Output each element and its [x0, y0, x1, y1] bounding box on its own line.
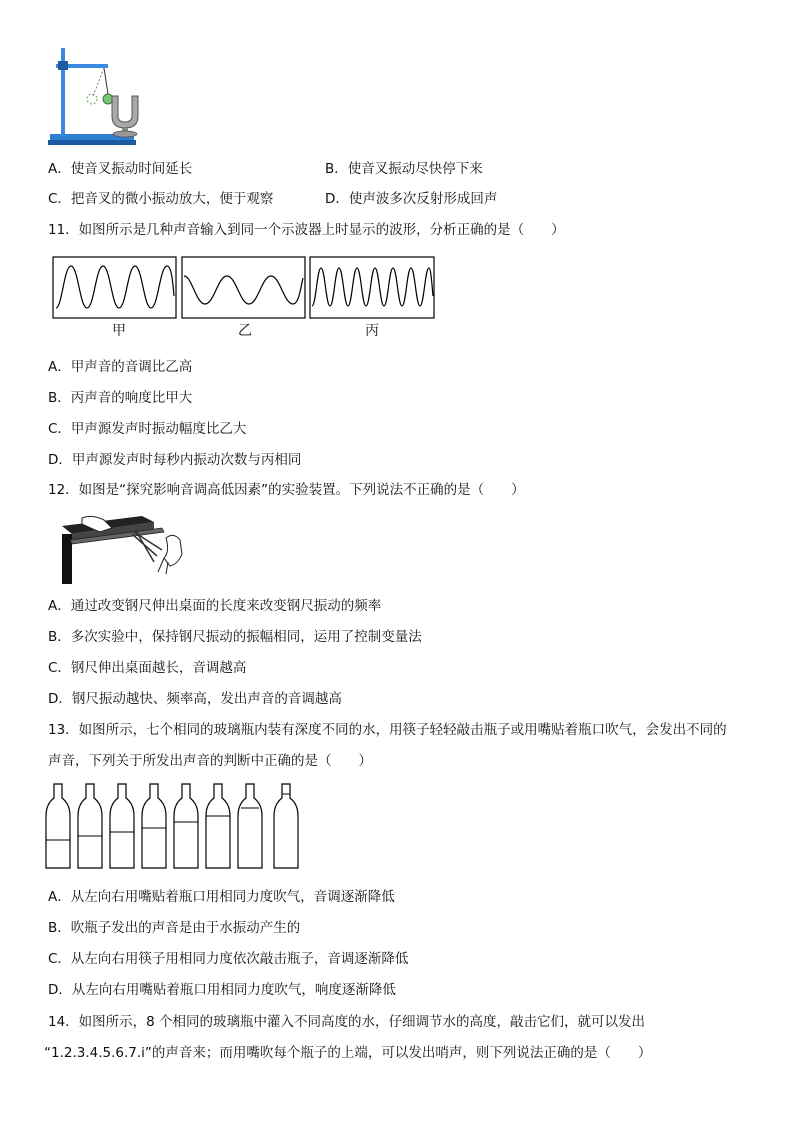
q13-option-c: C．从左向右用筷子用相同力度依次敲击瓶子，音调逐渐降低: [48, 951, 409, 967]
waveform-figure: [52, 256, 437, 320]
q14-stem-line2: “1.2.3.4.5.6.7.i”的声音来；而用嘴吹每个瓶子的上端，可以发出哨声，则下列说法正确的是（ ）: [44, 1045, 652, 1061]
q10-option-c: C．把音叉的微小振动放大，便于观察: [48, 191, 274, 207]
q11-option-d: D．甲声源发声时每秒内振动次数与丙相同: [48, 452, 302, 468]
bottle: [46, 784, 70, 868]
q14-stem-line1: 14．如图所示，8 个相同的玻璃瓶中灌入不同高度的水，仔细调节水的高度，敲击它们，就可以发出: [48, 1014, 646, 1030]
q12-option-b: B．多次实验中，保持钢尺振动的振幅相同，运用了控制变量法: [48, 629, 422, 645]
bottle: [142, 784, 166, 868]
tuning-fork-figure: [46, 44, 146, 146]
q13-option-a: A．从左向右用嘴贴着瓶口用相同力度吹气，音调逐渐降低: [48, 889, 395, 905]
tuning-fork: [112, 96, 138, 128]
caption-jia: 甲: [112, 323, 126, 339]
q11-option-c: C．甲声源发声时振动幅度比乙大: [48, 421, 247, 437]
q13-option-b: B．吹瓶子发出的声音是由于水振动产生的: [48, 920, 301, 936]
q13-option-d: D．从左向右用嘴贴着瓶口用相同力度吹气，响度逐渐降低: [48, 982, 396, 998]
bottle: [110, 784, 134, 868]
steel-ruler-figure: [62, 514, 192, 584]
bottle: [78, 784, 102, 868]
bottle: [238, 784, 262, 868]
q12-stem: 12．如图是“探究影响音调高低因素”的实验装置。下列说法不正确的是（ ）: [48, 482, 525, 498]
bottle: [274, 784, 298, 868]
q10-option-b: B．使音叉振动尽快停下来: [325, 161, 483, 177]
q12-option-d: D．钢尺振动越快、频率高，发出声音的音调越高: [48, 691, 342, 707]
q10-option-a: A．使音叉振动时间延长: [48, 161, 193, 177]
q10-option-d: D．使声波多次反射形成回声: [325, 191, 498, 207]
q11-stem: 11．如图所示是几种声音输入到同一个示波器上时显示的波形，分析正确的是（ ）: [48, 222, 565, 238]
q13-stem-line1: 13．如图所示，七个相同的玻璃瓶内装有深度不同的水，用筷子轻轻敲击瓶子或用嘴贴着瓶口吹气，会发出不同的: [48, 722, 727, 738]
hand-right-icon: [164, 535, 182, 566]
q12-option-c: C．钢尺伸出桌面越长，音调越高: [48, 660, 247, 676]
caption-yi: 乙: [238, 323, 252, 339]
bottle: [206, 784, 230, 868]
caption-bing: 丙: [365, 323, 379, 339]
bottles-figure: [46, 782, 306, 872]
bottle: [174, 784, 198, 868]
waveform-yi: [182, 257, 305, 318]
q11-option-a: A．甲声音的音调比乙高: [48, 359, 193, 375]
q13-stem-line2: 声音，下列关于所发出声音的判断中正确的是（ ）: [48, 753, 372, 769]
q12-option-a: A．通过改变钢尺伸出桌面的长度来改变钢尺振动的频率: [48, 598, 382, 614]
q11-option-b: B．丙声音的响度比甲大: [48, 390, 193, 406]
